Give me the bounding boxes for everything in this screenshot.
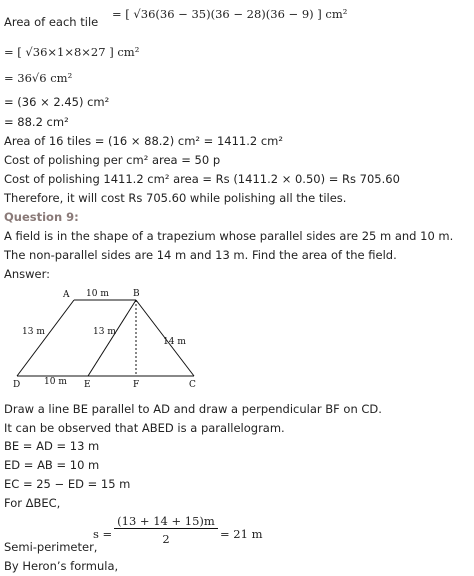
area-16-tiles: Area of 16 tiles = (16 × 88.2) cm² = 1411.2 cm² <box>4 134 283 148</box>
s-denominator: 2 <box>162 532 170 546</box>
label-c: C <box>189 380 196 390</box>
tile-area-expression: = [ √36(36 − 35)(36 − 28)(36 − 9) ] cm² <box>112 7 348 21</box>
for-triangle-bec: For ΔBEC, <box>4 496 61 510</box>
length-be: 13 m <box>93 327 116 337</box>
ed-equals-ab: ED = AB = 10 m <box>4 458 100 472</box>
label-b: B <box>133 289 140 299</box>
answer-label: Answer: <box>4 267 51 281</box>
herons-formula-label: By Heron’s formula, <box>4 559 119 573</box>
length-ad: 13 m <box>22 327 45 337</box>
question-heading: Question 9: <box>4 210 79 224</box>
s-result: = 21 m <box>220 527 263 541</box>
length-bc: 14 m <box>163 337 186 347</box>
label-d: D <box>13 380 21 390</box>
polish-rate: Cost of polishing per cm² area = 50 p <box>4 153 221 167</box>
parallelogram-note: It can be observed that ABED is a parallelogram. <box>4 421 285 435</box>
side-be <box>88 300 136 376</box>
therefore-line: Therefore, it will cost Rs 705.60 while polishing all the tiles. <box>4 191 347 205</box>
label-f: F <box>133 380 140 390</box>
length-ab: 10 m <box>86 289 109 299</box>
trapezium-diagram <box>0 284 220 392</box>
step-3: = (36 × 2.45) cm² <box>4 95 110 109</box>
step-2: = 36√6 cm² <box>4 71 73 85</box>
step-1: = [ √36×1×8×27 ] cm² <box>4 45 140 59</box>
semi-perimeter-label: Semi-perimeter, <box>4 540 98 554</box>
s-symbol: s = <box>93 527 113 541</box>
s-numerator: (13 + 14 + 15)m <box>114 514 218 529</box>
side-ad <box>17 300 74 376</box>
be-equals-ad: BE = AD = 13 m <box>4 439 100 453</box>
length-de: 10 m <box>44 377 67 387</box>
ec-value: EC = 25 − ED = 15 m <box>4 477 131 491</box>
polish-total: Cost of polishing 1411.2 cm² area = Rs (1411.2 × 0.50) = Rs 705.60 <box>4 172 400 186</box>
label-a: A <box>63 290 70 300</box>
tile-area-label: Area of each tile <box>4 15 99 29</box>
question-text: A field is in the shape of a trapezium whose parallel sides are 25 m and 10 m. The non-parallel sides are 14 m and 13 m. Find the area of the field. <box>4 229 454 262</box>
label-e: E <box>84 380 91 390</box>
construction-line: Draw a line BE parallel to AD and draw a perpendicular BF on CD. <box>4 402 382 416</box>
step-4: = 88.2 cm² <box>4 115 69 129</box>
